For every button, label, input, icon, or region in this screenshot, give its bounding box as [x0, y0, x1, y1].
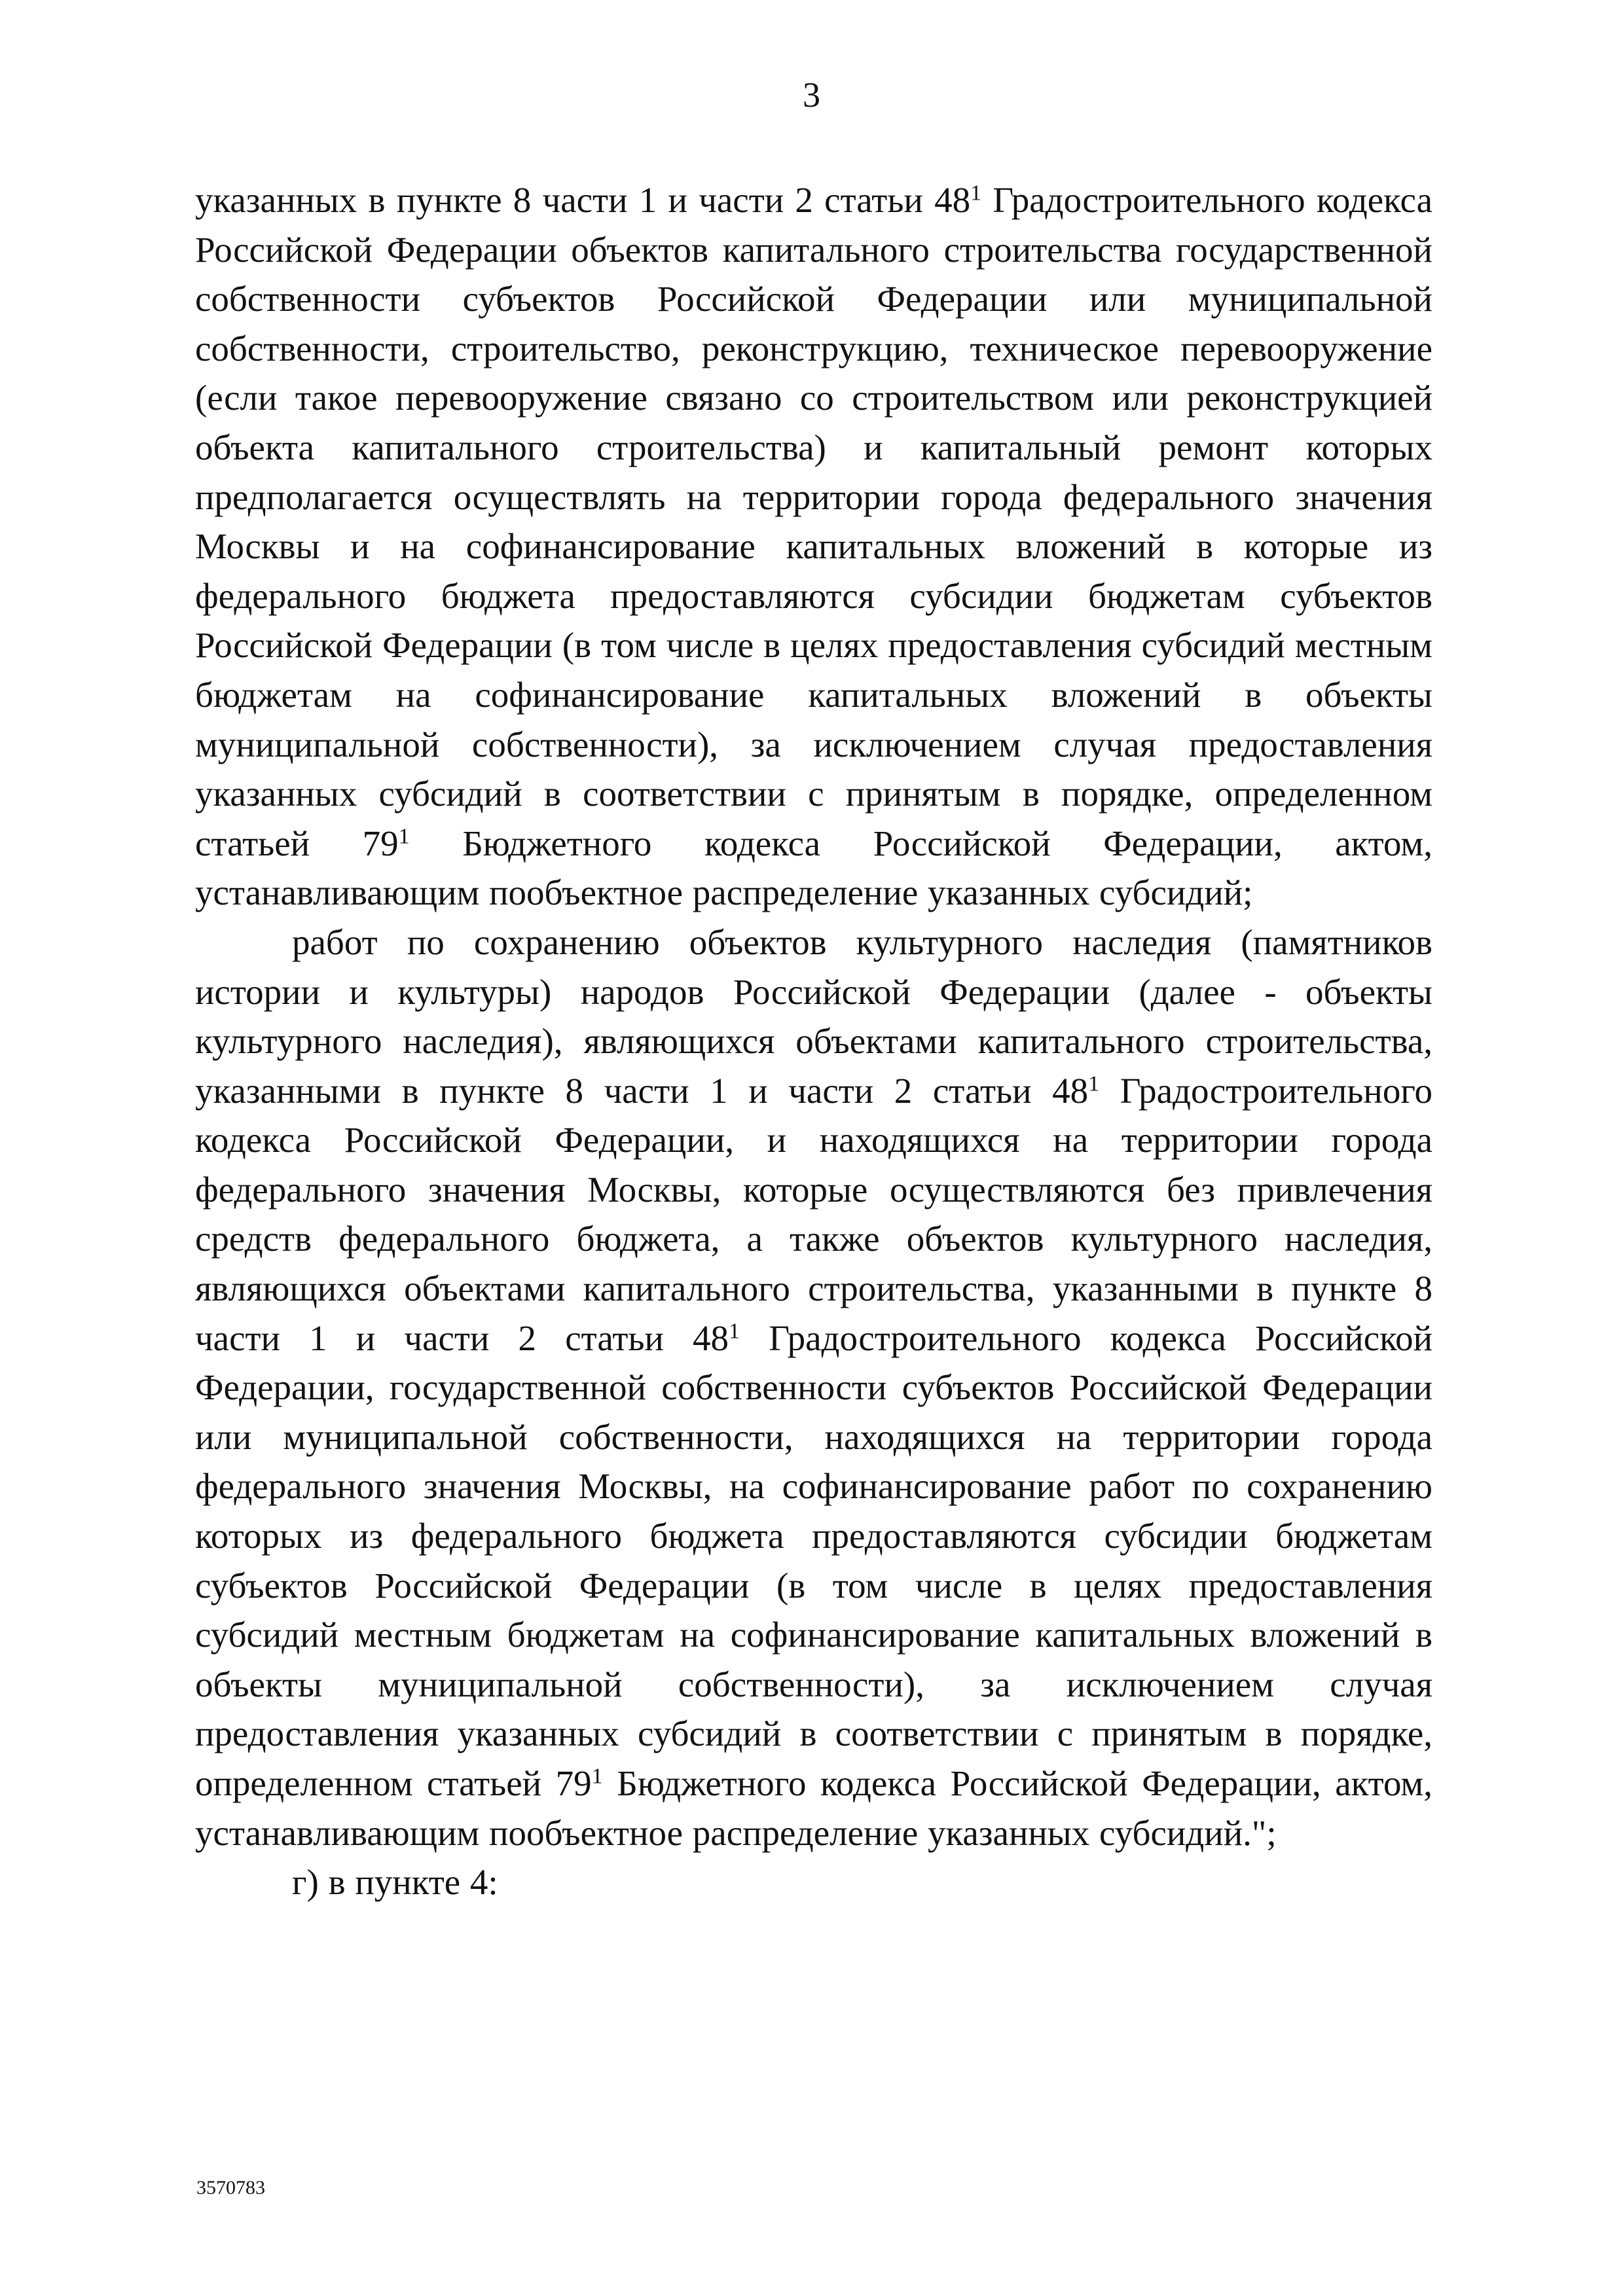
superscript-index: 1 [398, 823, 410, 848]
text-run: Градостроительного кодекса Российской Федерации объектов капитального строительства государственной собственности субъектов Российской Федерации или муниципальной собственности, строительство, реконструкцию, техническое перевооружение (если такое перевооружение связано со строительством или реконструкцией объекта капитального строительства) и капитальный ремонт которых предполагается осуществлять на территории города федерального значения Москвы и на софинансирование капитальных вложений в которые из федерального бюджета предоставляются субсидии бюджетам субъектов Российской Федерации (в том числе в целях предоставления субсидий местным бюджетам на софинансирование капитальных вложений в объекты муниципальной собственности), за исключением случая предоставления указанных субсидий в соответствии с принятым в порядке, определенном статьей 79 [195, 180, 1432, 863]
document-code: 3570783 [196, 2177, 265, 2198]
page-number: 3 [803, 75, 820, 115]
text-run: Бюджетного кодекса Российской Федерации, актом, устанавливающим пообъектное распределение указанных субсидий; [195, 823, 1432, 913]
paragraph-item-g [195, 1857, 1432, 1907]
paragraph-capital-construction [195, 175, 1432, 918]
text-run: Градостроительного кодекса Российской Федерации, и находящихся на территории города федерального значения Москвы, которые осуществляются без привлечения средств федерального бюджета, а также объектов культурного наследия, являющихся объектами капитального строительства, указанными в пункте 8 части 1 и части 2 статьи 48 [195, 1070, 1433, 1358]
text-run: Градостроительного кодекса Российской Федерации, государственной собственности субъектов Российской Федерации или муниципальной собственности, находящихся на территории города федерального значения Москвы, на софинансирование работ по сохранению которых из федерального бюджета предоставляются субсидии бюджетам субъектов Российской Федерации (в том числе в целях предоставления субсидий местным бюджетам на софинансирование капитальных вложений в объекты муниципальной собственности), за исключением случая предоставления указанных субсидий в соответствии с принятым в порядке, определенном статьей 79 [195, 1318, 1433, 1803]
text-run: Бюджетного кодекса Российской Федерации, актом, устанавливающим пообъектное распределение указанных субсидий."; [195, 1763, 1432, 1853]
text-run: г) в пункте 4: [292, 1862, 498, 1903]
superscript-index: 1 [970, 181, 982, 206]
superscript-index: 1 [591, 1764, 603, 1789]
superscript-index: 1 [1088, 1071, 1100, 1096]
superscript-index: 1 [729, 1318, 740, 1343]
text-run: указанных в пункте 8 части 1 и части 2 статьи 48 [195, 180, 971, 220]
paragraph-cultural-heritage [195, 918, 1432, 1857]
text-run: работ по сохранению объектов культурного наследия (памятников истории и культуры) народов Российской Федерации (далее - объекты культурного наследия), являющихся объектами капитального строительства, указанными в пункте 8 части 1 и части 2 статьи 48 [195, 922, 1432, 1111]
document-body [195, 175, 1432, 1907]
